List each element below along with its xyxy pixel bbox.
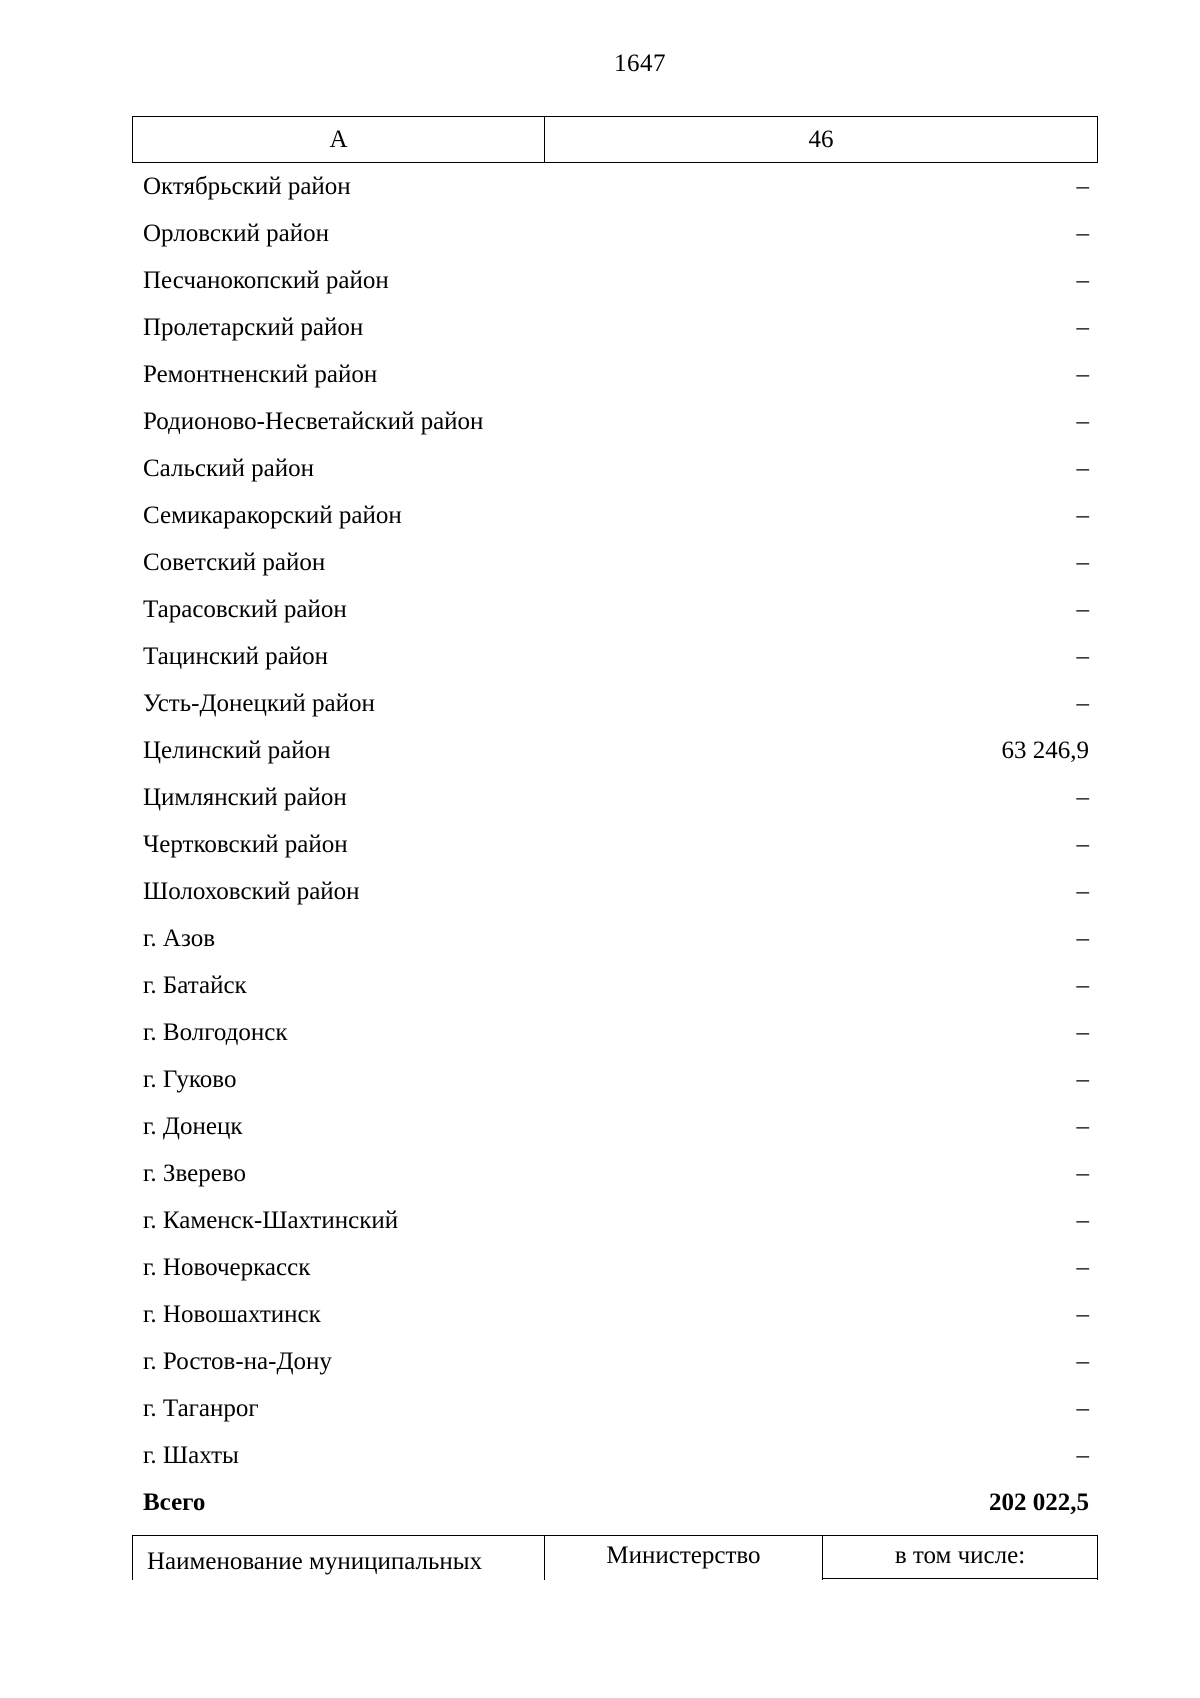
table-row — [143, 1103, 1089, 1150]
row-name: Усть-Донецкий район — [143, 689, 375, 717]
row-name: г. Новочеркасск — [143, 1253, 311, 1281]
table-row — [143, 1009, 1089, 1056]
row-name: Октябрьский район — [143, 172, 351, 200]
row-name: г. Каменск-Шахтинский — [143, 1206, 399, 1234]
next-table-header — [132, 1535, 1098, 1580]
row-value: – — [1076, 1065, 1089, 1093]
table-row — [143, 1291, 1089, 1338]
row-value: – — [1076, 783, 1089, 811]
table-row — [143, 727, 1089, 774]
table-row — [143, 257, 1089, 304]
header-col-b: 46 — [808, 125, 834, 153]
table-body — [143, 163, 1089, 1526]
row-name: Чертковский район — [143, 830, 348, 858]
table-row — [143, 680, 1089, 727]
row-value: – — [1076, 266, 1089, 294]
row-name: г. Ростов-на-Дону — [143, 1347, 332, 1375]
row-value: – — [1076, 1018, 1089, 1046]
row-name: Сальский район — [143, 454, 314, 482]
table-row — [143, 351, 1089, 398]
table-row — [143, 962, 1089, 1009]
row-name: г. Азов — [143, 924, 216, 952]
row-name: Ремонтненский район — [143, 360, 378, 388]
row-value: – — [1076, 454, 1089, 482]
total-value: 202 022,5 — [989, 1488, 1089, 1516]
row-name: Песчанокопский район — [143, 266, 389, 294]
table-row — [143, 915, 1089, 962]
table-row — [143, 1432, 1089, 1479]
row-value: 63 246,9 — [1001, 736, 1089, 764]
row-name: Целинский район — [143, 736, 331, 764]
row-name: Шолоховский район — [143, 877, 360, 905]
header-col-a: А — [133, 117, 545, 162]
table-row — [143, 398, 1089, 445]
row-name: Семикаракорский район — [143, 501, 402, 529]
table-row — [143, 163, 1089, 210]
table-row — [143, 492, 1089, 539]
row-value: – — [1076, 689, 1089, 717]
table-row — [143, 1056, 1089, 1103]
row-name: Тарасовский район — [143, 595, 347, 623]
row-name: Цимлянский район — [143, 783, 347, 811]
row-name: Тацинский район — [143, 642, 328, 670]
row-value: – — [1076, 642, 1089, 670]
table-row — [143, 304, 1089, 351]
row-value: – — [1076, 1347, 1089, 1375]
row-value: – — [1076, 407, 1089, 435]
row-name: г. Батайск — [143, 971, 247, 999]
row-value: – — [1076, 360, 1089, 388]
table-row — [143, 586, 1089, 633]
row-name: г. Шахты — [143, 1441, 239, 1469]
row-value: – — [1076, 595, 1089, 623]
row-value: – — [1076, 548, 1089, 576]
row-value: – — [1076, 1441, 1089, 1469]
row-name: Советский район — [143, 548, 326, 576]
row-value: – — [1076, 1206, 1089, 1234]
table-row — [143, 1338, 1089, 1385]
row-value: – — [1076, 501, 1089, 529]
row-name: Родионово-Несветайский район — [143, 407, 484, 435]
table-row — [143, 539, 1089, 586]
row-value: – — [1076, 830, 1089, 858]
row-value: – — [1076, 1159, 1089, 1187]
page-number: 1647 — [614, 50, 666, 77]
row-value: – — [1076, 1394, 1089, 1422]
row-value: – — [1076, 219, 1089, 247]
row-value: – — [1076, 313, 1089, 341]
row-value: – — [1076, 1112, 1089, 1140]
row-value: – — [1076, 1300, 1089, 1328]
table-header — [132, 116, 1098, 163]
row-name: г. Таганрог — [143, 1394, 259, 1422]
table-row — [143, 774, 1089, 821]
row-name: Пролетарский район — [143, 313, 364, 341]
table-row — [143, 1197, 1089, 1244]
row-name: Орловский район — [143, 219, 329, 247]
table-row — [143, 1150, 1089, 1197]
row-value: – — [1076, 971, 1089, 999]
row-value: – — [1076, 924, 1089, 952]
table-row — [143, 1385, 1089, 1432]
total-label: Всего — [143, 1488, 206, 1516]
next-header-col2: Министерство — [545, 1536, 823, 1580]
row-value: – — [1076, 172, 1089, 200]
row-value: – — [1076, 877, 1089, 905]
table-row — [143, 445, 1089, 492]
next-header-col3: в том числе: — [823, 1536, 1097, 1579]
table-row — [143, 821, 1089, 868]
table-row — [143, 633, 1089, 680]
row-name: г. Новошахтинск — [143, 1300, 321, 1328]
row-name: г. Зверево — [143, 1159, 246, 1187]
row-name: г. Волгодонск — [143, 1018, 288, 1046]
row-name: г. Гуково — [143, 1065, 237, 1093]
total-row — [143, 1479, 1089, 1526]
row-name: г. Донецк — [143, 1112, 243, 1140]
table-row — [143, 210, 1089, 257]
table-row — [143, 868, 1089, 915]
next-header-col1: Наименование муниципальных — [133, 1536, 545, 1580]
row-value: – — [1076, 1253, 1089, 1281]
table-row — [143, 1244, 1089, 1291]
